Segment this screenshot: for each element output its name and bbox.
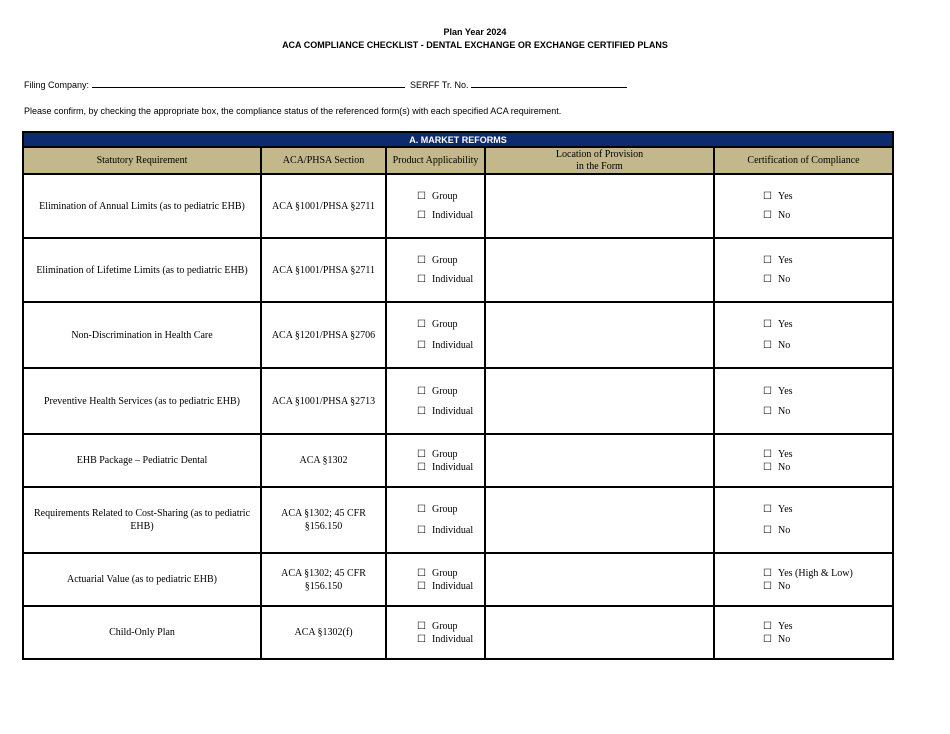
checkbox-icon[interactable]: ☐ <box>417 191 426 202</box>
checkbox-icon[interactable]: ☐ <box>417 448 426 460</box>
checkbox-icon[interactable]: ☐ <box>417 340 426 351</box>
checkbox-icon[interactable]: ☐ <box>417 255 426 266</box>
location-cell[interactable] <box>485 174 714 238</box>
option-label: No <box>778 633 791 645</box>
option-label: Individual <box>432 580 474 592</box>
option-label: Group <box>432 319 458 330</box>
option-label: Individual <box>432 633 474 645</box>
filing-company-field[interactable] <box>24 79 405 90</box>
checkbox-icon[interactable]: ☐ <box>763 191 772 202</box>
table-row <box>23 553 893 606</box>
option-label: No <box>778 340 791 351</box>
option-label: Yes <box>778 620 793 632</box>
applicability-option[interactable] <box>417 620 484 633</box>
section-cell: ACA §1302; 45 CFR §156.150 <box>261 553 386 606</box>
certification-cell <box>714 238 893 302</box>
serff-number-label: SERFF Tr. No. <box>410 80 469 90</box>
option-label: Yes <box>778 504 793 515</box>
compliance-option[interactable] <box>763 461 892 474</box>
checkbox-icon[interactable]: ☐ <box>417 405 426 417</box>
section-cell: ACA §1001/PHSA §2711 <box>261 174 386 238</box>
location-cell[interactable] <box>485 487 714 553</box>
applicability-option[interactable] <box>417 567 484 580</box>
checkbox-icon[interactable]: ☐ <box>417 385 426 397</box>
certification-cell <box>714 434 893 487</box>
serff-number-line[interactable] <box>471 79 627 88</box>
applicability-option[interactable] <box>417 461 484 474</box>
requirement-cell: Non-Discrimination in Health Care <box>23 302 261 368</box>
plan-year-heading: Plan Year 2024 <box>443 27 507 37</box>
col-header-location: Location of Provision in the Form <box>485 147 714 174</box>
checkbox-icon[interactable]: ☐ <box>763 274 772 285</box>
option-label: Individual <box>432 340 474 351</box>
option-label: Yes <box>778 255 793 266</box>
option-label: No <box>778 461 791 473</box>
applicability-option[interactable] <box>417 405 484 418</box>
option-label: Yes <box>778 319 793 330</box>
compliance-option[interactable] <box>763 524 892 537</box>
location-cell[interactable] <box>485 368 714 434</box>
option-label: No <box>778 405 791 417</box>
certification-cell <box>714 606 893 659</box>
checkbox-icon[interactable]: ☐ <box>763 567 772 579</box>
table-row <box>23 606 893 659</box>
checkbox-icon[interactable]: ☐ <box>763 385 772 397</box>
option-label: Group <box>432 620 458 632</box>
applicability-cell <box>386 434 485 487</box>
section-cell: ACA §1302; 45 CFR §156.150 <box>261 487 386 553</box>
option-label: No <box>778 525 791 536</box>
checkbox-icon[interactable]: ☐ <box>763 319 772 330</box>
compliance-option[interactable] <box>763 209 892 222</box>
requirement-cell: Child-Only Plan <box>23 606 261 659</box>
checkbox-icon[interactable]: ☐ <box>417 580 426 592</box>
section-cell: ACA §1201/PHSA §2706 <box>261 302 386 368</box>
table-row <box>23 487 893 553</box>
certification-cell <box>714 553 893 606</box>
col-header-requirement: Statutory Requirement <box>23 147 261 174</box>
option-label: Yes (High & Low) <box>778 567 853 579</box>
table-row <box>23 302 893 368</box>
checkbox-icon[interactable]: ☐ <box>417 620 426 632</box>
requirement-cell: Actuarial Value (as to pediatric EHB) <box>23 553 261 606</box>
checkbox-icon[interactable]: ☐ <box>417 633 426 645</box>
checkbox-icon[interactable]: ☐ <box>763 633 772 645</box>
applicability-option[interactable] <box>417 385 484 398</box>
applicability-option[interactable] <box>417 273 484 286</box>
checkbox-icon[interactable]: ☐ <box>763 210 772 221</box>
option-label: Yes <box>778 191 793 202</box>
compliance-option[interactable] <box>763 254 892 267</box>
applicability-cell <box>386 487 485 553</box>
certification-cell <box>714 174 893 238</box>
checkbox-icon[interactable]: ☐ <box>763 461 772 473</box>
applicability-option[interactable] <box>417 318 484 331</box>
option-label: Individual <box>432 210 474 221</box>
option-label: Individual <box>432 405 474 417</box>
market-reforms-table <box>22 131 894 660</box>
table-row <box>23 174 893 238</box>
col-header-applicability: Product Applicability <box>386 147 485 174</box>
certification-cell <box>714 302 893 368</box>
section-title: A. MARKET REFORMS <box>23 132 893 147</box>
checkbox-icon[interactable]: ☐ <box>763 340 772 351</box>
option-label: Yes <box>778 448 793 460</box>
checkbox-icon[interactable]: ☐ <box>417 210 426 221</box>
section-cell: ACA §1001/PHSA §2713 <box>261 368 386 434</box>
option-label: Group <box>432 448 458 460</box>
section-cell: ACA §1302(f) <box>261 606 386 659</box>
checkbox-icon[interactable]: ☐ <box>763 405 772 417</box>
requirement-cell: Elimination of Annual Limits (as to pediatric EHB) <box>23 174 261 238</box>
applicability-cell <box>386 368 485 434</box>
checkbox-icon[interactable]: ☐ <box>417 525 426 536</box>
checkbox-icon[interactable]: ☐ <box>763 525 772 536</box>
filing-company-line[interactable] <box>92 79 405 88</box>
applicability-option[interactable] <box>417 524 484 537</box>
column-header-row <box>23 147 893 174</box>
compliance-option[interactable] <box>763 580 892 593</box>
option-label: Group <box>432 255 458 266</box>
requirement-cell: Requirements Related to Cost-Sharing (as to pediatric EHB) <box>23 487 261 553</box>
section-cell: ACA §1001/PHSA §2711 <box>261 238 386 302</box>
location-cell[interactable] <box>485 434 714 487</box>
applicability-option[interactable] <box>417 339 484 352</box>
compliance-option[interactable] <box>763 273 892 286</box>
compliance-option[interactable] <box>763 405 892 418</box>
checkbox-icon[interactable]: ☐ <box>763 580 772 592</box>
option-label: No <box>778 210 791 221</box>
compliance-option[interactable] <box>763 448 892 461</box>
table-row <box>23 238 893 302</box>
serff-number-field[interactable] <box>410 79 627 90</box>
table-row <box>23 368 893 434</box>
checkbox-icon[interactable]: ☐ <box>417 504 426 515</box>
applicability-option[interactable] <box>417 503 484 516</box>
location-cell[interactable] <box>485 553 714 606</box>
option-label: Group <box>432 567 458 579</box>
checkbox-icon[interactable]: ☐ <box>417 319 426 330</box>
location-cell[interactable] <box>485 238 714 302</box>
requirement-cell: Preventive Health Services (as to pediatric EHB) <box>23 368 261 434</box>
requirement-cell: Elimination of Lifetime Limits (as to pediatric EHB) <box>23 238 261 302</box>
checkbox-icon[interactable]: ☐ <box>417 274 426 285</box>
form-title: ACA COMPLIANCE CHECKLIST - DENTAL EXCHANGE OR EXCHANGE CERTIFIED PLANS <box>282 40 668 50</box>
applicability-cell <box>386 238 485 302</box>
option-label: Group <box>432 504 458 515</box>
applicability-cell <box>386 174 485 238</box>
compliance-option[interactable] <box>763 318 892 331</box>
compliance-option[interactable] <box>763 339 892 352</box>
applicability-option[interactable] <box>417 190 484 203</box>
applicability-option[interactable] <box>417 448 484 461</box>
applicability-cell <box>386 302 485 368</box>
certification-cell <box>714 368 893 434</box>
option-label: No <box>778 580 791 592</box>
compliance-option[interactable] <box>763 620 892 633</box>
table-row <box>23 434 893 487</box>
section-cell: ACA §1302 <box>261 434 386 487</box>
location-cell[interactable] <box>485 606 714 659</box>
option-label: Individual <box>432 274 474 285</box>
compliance-option[interactable] <box>763 385 892 398</box>
option-label: Individual <box>432 525 474 536</box>
checkbox-icon[interactable]: ☐ <box>763 448 772 460</box>
col-header-section: ACA/PHSA Section <box>261 147 386 174</box>
compliance-option[interactable] <box>763 567 892 580</box>
checkbox-icon[interactable]: ☐ <box>417 567 426 579</box>
checkbox-icon[interactable]: ☐ <box>763 255 772 266</box>
option-label: No <box>778 274 791 285</box>
applicability-cell <box>386 606 485 659</box>
option-label: Group <box>432 191 458 202</box>
checkbox-icon[interactable]: ☐ <box>417 461 426 473</box>
compliance-option[interactable] <box>763 190 892 203</box>
compliance-option[interactable] <box>763 503 892 516</box>
option-label: Group <box>432 385 458 397</box>
instructions: Please confirm, by checking the appropriate box, the compliance status of the referenced form(s) with each specified ACA requirement. <box>24 106 562 116</box>
filing-company-label: Filing Company: <box>24 80 90 90</box>
option-label: Yes <box>778 385 793 397</box>
applicability-option[interactable] <box>417 254 484 267</box>
applicability-option[interactable] <box>417 580 484 593</box>
checkbox-icon[interactable]: ☐ <box>763 620 772 632</box>
applicability-option[interactable] <box>417 633 484 646</box>
requirement-cell: EHB Package – Pediatric Dental <box>23 434 261 487</box>
applicability-cell <box>386 553 485 606</box>
col-header-certification: Certification of Compliance <box>714 147 893 174</box>
applicability-option[interactable] <box>417 209 484 222</box>
option-label: Individual <box>432 461 474 473</box>
location-cell[interactable] <box>485 302 714 368</box>
certification-cell <box>714 487 893 553</box>
compliance-option[interactable] <box>763 633 892 646</box>
checkbox-icon[interactable]: ☐ <box>763 504 772 515</box>
